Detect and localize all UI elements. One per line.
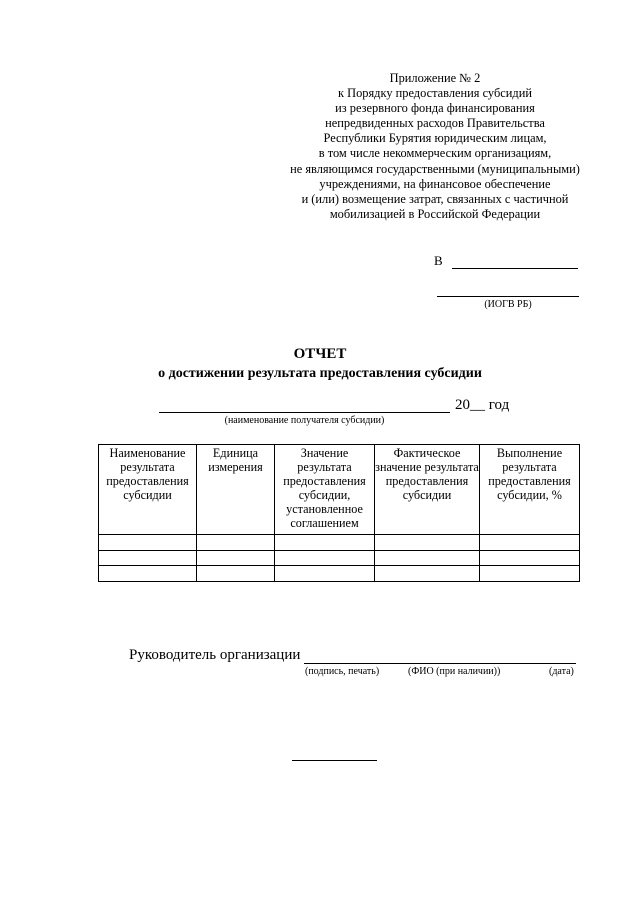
table-cell[interactable]	[99, 550, 197, 566]
iogv-blank-line[interactable]	[437, 296, 579, 297]
signature-caption-date: (дата)	[549, 666, 574, 677]
table-cell[interactable]	[375, 566, 480, 582]
end-divider	[292, 760, 377, 761]
signature-blank-line[interactable]	[304, 663, 576, 664]
recipient-caption: (наименование получателя субсидии)	[224, 415, 385, 426]
table-row	[99, 566, 580, 582]
table-cell[interactable]	[375, 550, 480, 566]
recipient-blank-line[interactable]	[159, 412, 450, 413]
table-cell[interactable]	[480, 550, 580, 566]
appendix-line: Приложение № 2	[389, 71, 481, 85]
table-cell[interactable]	[480, 566, 580, 582]
appendix-line: непредвиденных расходов Правительства	[325, 116, 545, 131]
signature-caption-fio: (ФИО (при наличии))	[408, 666, 501, 677]
table-cell[interactable]	[275, 535, 375, 551]
header-actual-value: Фактическое значение результата предоставления субсидии	[375, 445, 480, 535]
appendix-header	[270, 71, 600, 222]
table-row	[99, 535, 580, 551]
iogv-caption: (ИОГВ РБ)	[484, 299, 532, 310]
table-cell[interactable]	[197, 566, 275, 582]
signature-caption-sign: (подпись, печать)	[305, 666, 380, 677]
appendix-line: из резервного фонда финансирования	[335, 101, 535, 116]
header-planned-value: Значение результата предоставления субсидии, установленное соглашением	[275, 445, 375, 535]
appendix-line: Республики Бурятия юридическим лицам,	[323, 131, 547, 146]
table-header-row	[99, 445, 580, 535]
appendix-line: к Порядку предоставления субсидий	[338, 86, 532, 101]
appendix-line: не являющимся государственными (муниципальными)	[290, 161, 580, 176]
table-cell[interactable]	[99, 535, 197, 551]
header-completion: Выполнение результата предоставления субсидии, %	[480, 445, 580, 535]
addressee-blank-line	[452, 268, 578, 269]
signature-label: Руководитель организации	[129, 647, 301, 663]
report-year: 20__ год	[455, 397, 510, 413]
table-cell[interactable]	[99, 566, 197, 582]
appendix-line: мобилизацией в Российской Федерации	[329, 206, 541, 221]
addressee-prefix: В	[434, 253, 443, 268]
addressee-field[interactable]	[434, 253, 443, 269]
report-table	[98, 444, 580, 582]
table-cell[interactable]	[197, 550, 275, 566]
document-subtitle: о достижении результата предоставления субсидии	[158, 366, 482, 381]
table-cell[interactable]	[197, 535, 275, 551]
header-unit: Единица измерения	[197, 445, 275, 535]
table-cell[interactable]	[480, 535, 580, 551]
appendix-line: в том числе некоммерческим организациям,	[318, 146, 552, 161]
appendix-line: и (или) возмещение затрат, связанных с частичной	[301, 191, 569, 206]
table-cell[interactable]	[275, 566, 375, 582]
table-cell[interactable]	[275, 550, 375, 566]
table-cell[interactable]	[375, 535, 480, 551]
appendix-line: учреждениями, на финансовое обеспечение	[319, 176, 551, 191]
header-result-name: Наименование результата предоставления субсидии	[99, 445, 197, 535]
table-row	[99, 550, 580, 566]
document-title: ОТЧЕТ	[293, 346, 347, 362]
